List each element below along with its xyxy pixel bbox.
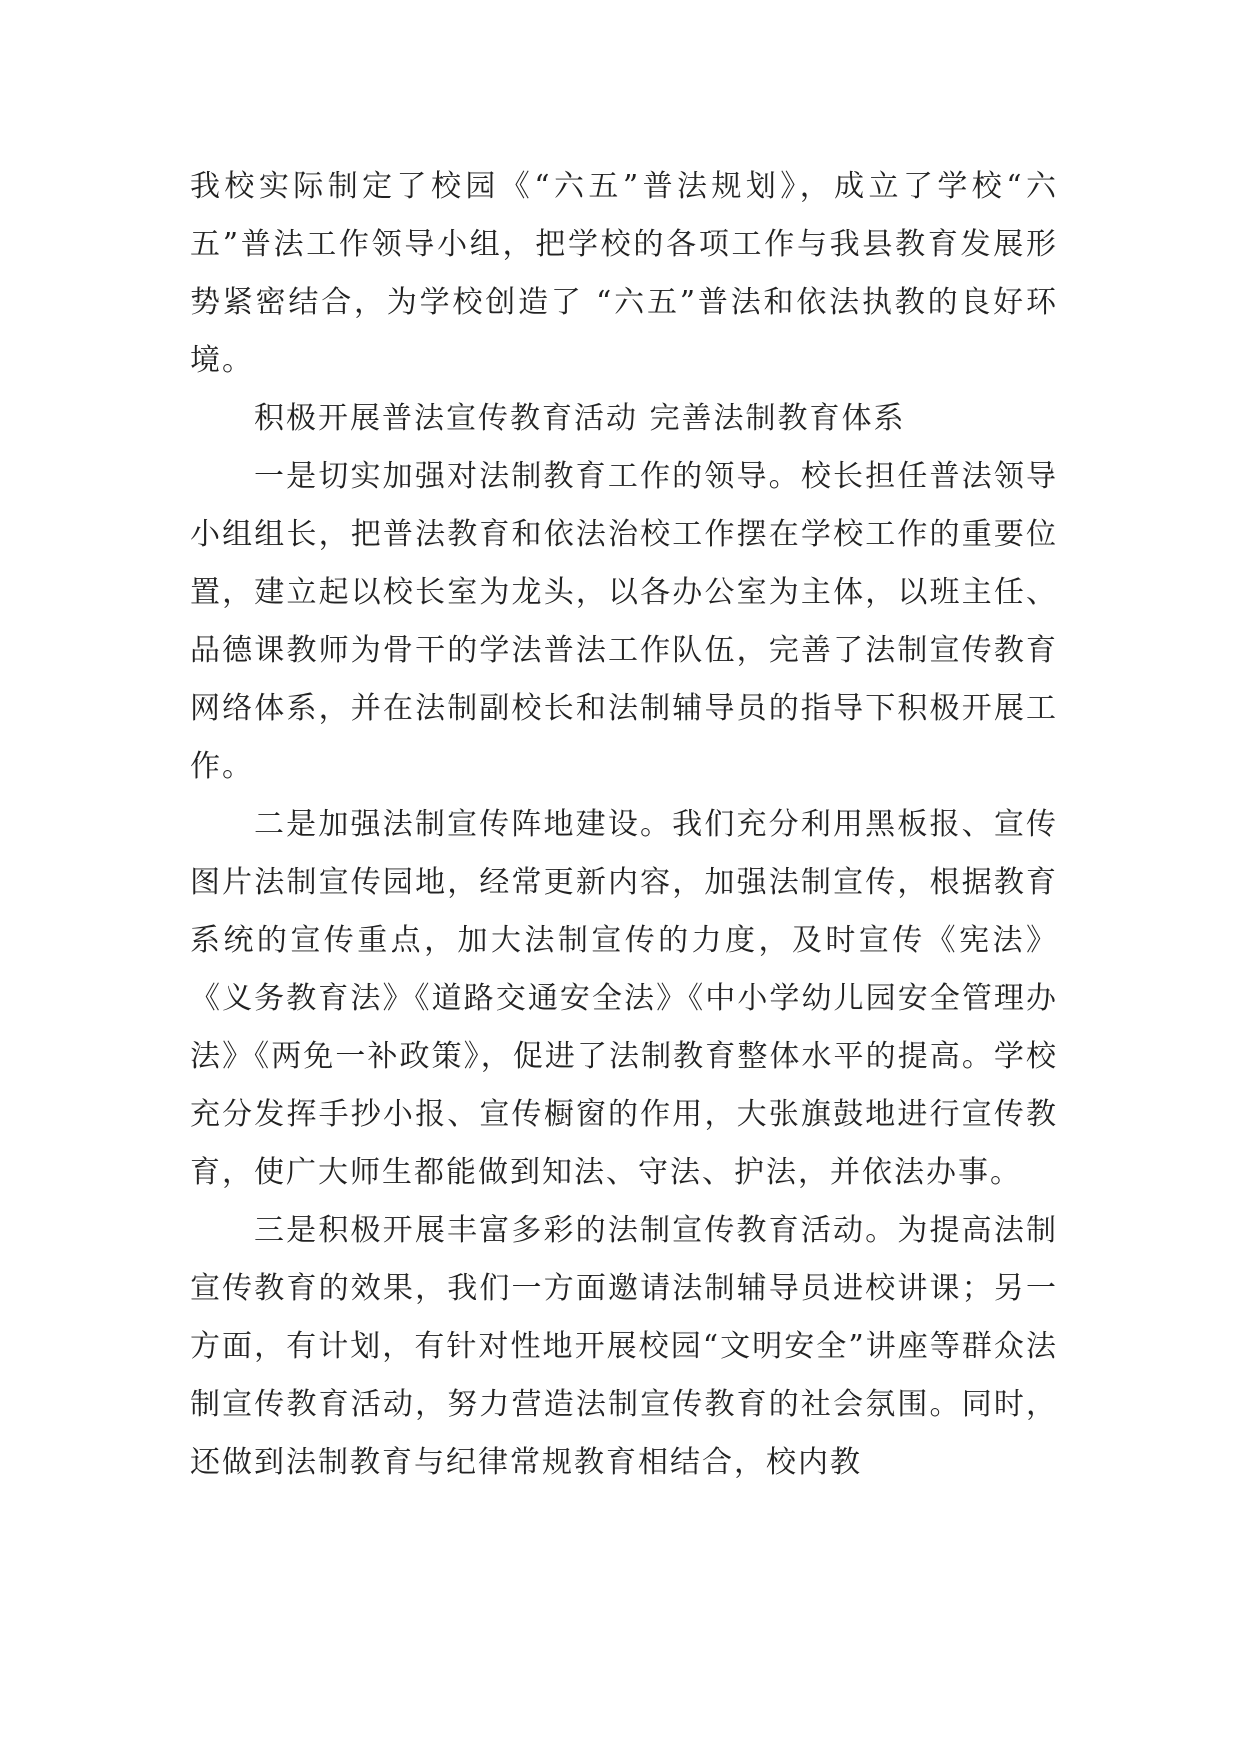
document-body [190,158,1058,1492]
paragraph-publicity-base: 二是加强法制宣传阵地建设。我们充分利用黑板报、宣传图片法制宣传园地，经常更新内容，加强法制宣传，根据教育系统的宣传重点，加大法制宣传的力度，及时宣传《宪法》《义务教育法》《道路交通安全法》《中小学幼儿园安全管理办法》《两免一补政策》，促进了法制教育整体水平的提高。学校充分发挥手抄小报、宣传橱窗的作用，大张旗鼓地进行宣传教育，使广大师生都能做到知法、守法、护法，并依法办事。 [190,807,1058,1190]
section-heading: 积极开展普法宣传教育活动 完善法制教育体系 [254,401,906,436]
paragraph-activities: 三是积极开展丰富多彩的法制宣传教育活动。为提高法制宣传教育的效果，我们一方面邀请法制辅导员进校讲课；另一方面，有计划，有针对性地开展校园“文明安全”讲座等群众法制宣传教育活动，努力营造法制宣传教育的社会氛围。同时，还做到法制教育与纪律常规教育相结合，校内教 [190,1213,1058,1480]
paragraph-leadership: 一是切实加强对法制教育工作的领导。校长担任普法领导小组组长，把普法教育和依法治校工作摆在学校工作的重要位置，建立起以校长室为龙头，以各办公室为主体，以班主任、品德课教师为骨干的学法普法工作队伍，完善了法制宣传教育网络体系，并在法制副校长和法制辅导员的指导下积极开展工作。 [190,459,1058,784]
paragraph-continuation: 我校实际制定了校园《“六五”普法规划》，成立了学校“六五”普法工作领导小组，把学校的各项工作与我县教育发展形势紧密结合，为学校创造了 “六五”普法和依法执教的良好环境。 [190,169,1058,378]
